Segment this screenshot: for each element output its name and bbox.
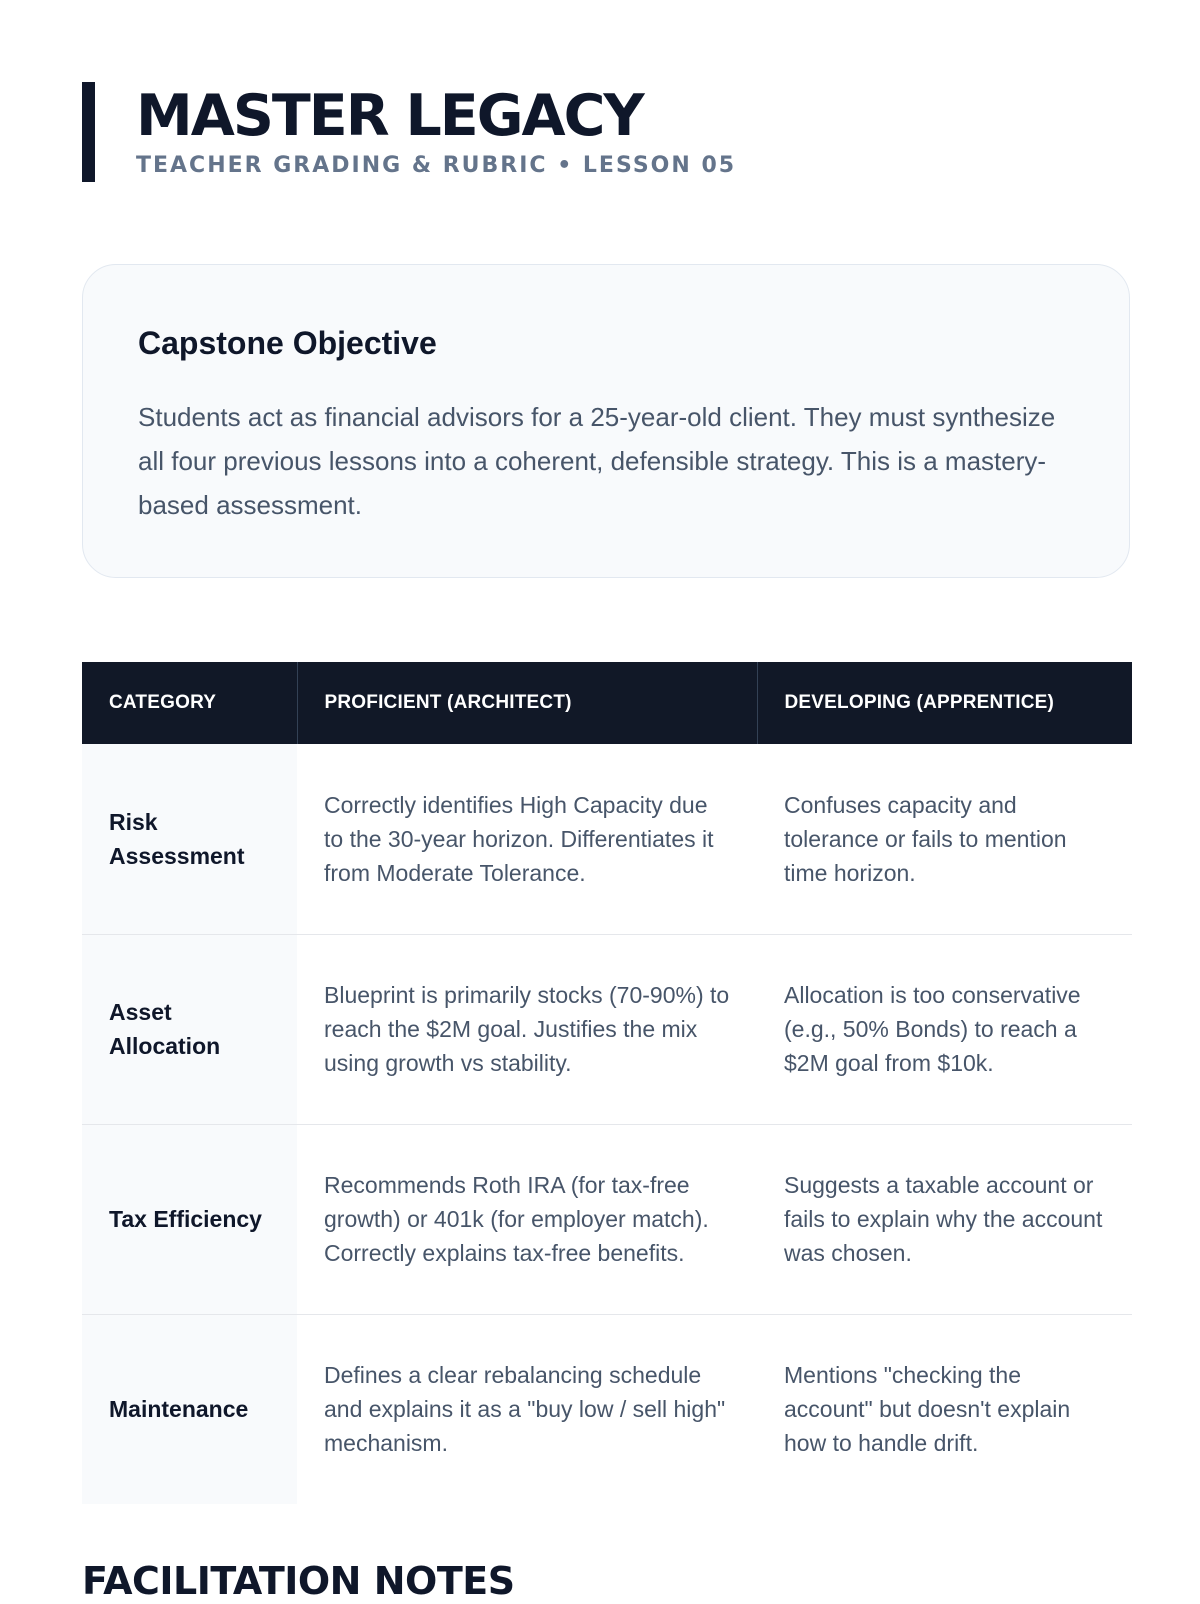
facilitation-heading: FACILITATION NOTES <box>82 1559 515 1603</box>
table-row <box>82 1124 1132 1314</box>
row-category: Tax Efficiency <box>82 1124 297 1314</box>
rubric-table <box>82 662 1132 1504</box>
row-proficient: Recommends Roth IRA (for tax-free growth) or 401k (for employer match). Correctly explains tax-free benefits. <box>297 1124 757 1314</box>
row-developing: Suggests a taxable account or fails to explain why the account was chosen. <box>757 1124 1132 1314</box>
objective-text: Students act as financial advisors for a 25-year-old client. They must synthesize all four previous lessons into a coherent, defensible strategy. This is a mastery-based assessment. <box>138 402 1056 520</box>
header-proficient: PROFICIENT (ARCHITECT) <box>297 662 757 744</box>
objective-card <box>82 264 1130 578</box>
table-row <box>82 934 1132 1124</box>
objective-title: Capstone Objective <box>138 325 437 361</box>
header-category: CATEGORY <box>82 662 297 744</box>
header <box>82 82 1132 182</box>
row-developing: Allocation is too conservative (e.g., 50% Bonds) to reach a $2M goal from $10k. <box>757 934 1132 1124</box>
row-proficient: Correctly identifies High Capacity due to the 30-year horizon. Differentiates it from Moderate Tolerance. <box>297 744 757 934</box>
table-row <box>82 744 1132 934</box>
row-category: Maintenance <box>82 1314 297 1504</box>
row-proficient: Blueprint is primarily stocks (70-90%) to reach the $2M goal. Justifies the mix using growth vs stability. <box>297 934 757 1124</box>
row-developing: Confuses capacity and tolerance or fails to mention time horizon. <box>757 744 1132 934</box>
header-developing: DEVELOPING (APPRENTICE) <box>757 662 1132 744</box>
row-proficient: Defines a clear rebalancing schedule and explains it as a "buy low / sell high" mechanism. <box>324 1362 726 1457</box>
page-title: MASTER LEGACY <box>136 83 643 149</box>
table-row <box>82 1314 1132 1504</box>
rubric-header-row <box>82 662 1132 744</box>
header-accent-bar <box>82 82 95 182</box>
row-category: Risk Assessment <box>82 744 297 934</box>
row-category: Asset Allocation <box>82 934 297 1124</box>
page-subtitle: TEACHER GRADING & RUBRIC • LESSON 05 <box>136 153 737 178</box>
row-developing: Mentions "checking the account" but doesn't explain how to handle drift. <box>784 1362 1071 1457</box>
